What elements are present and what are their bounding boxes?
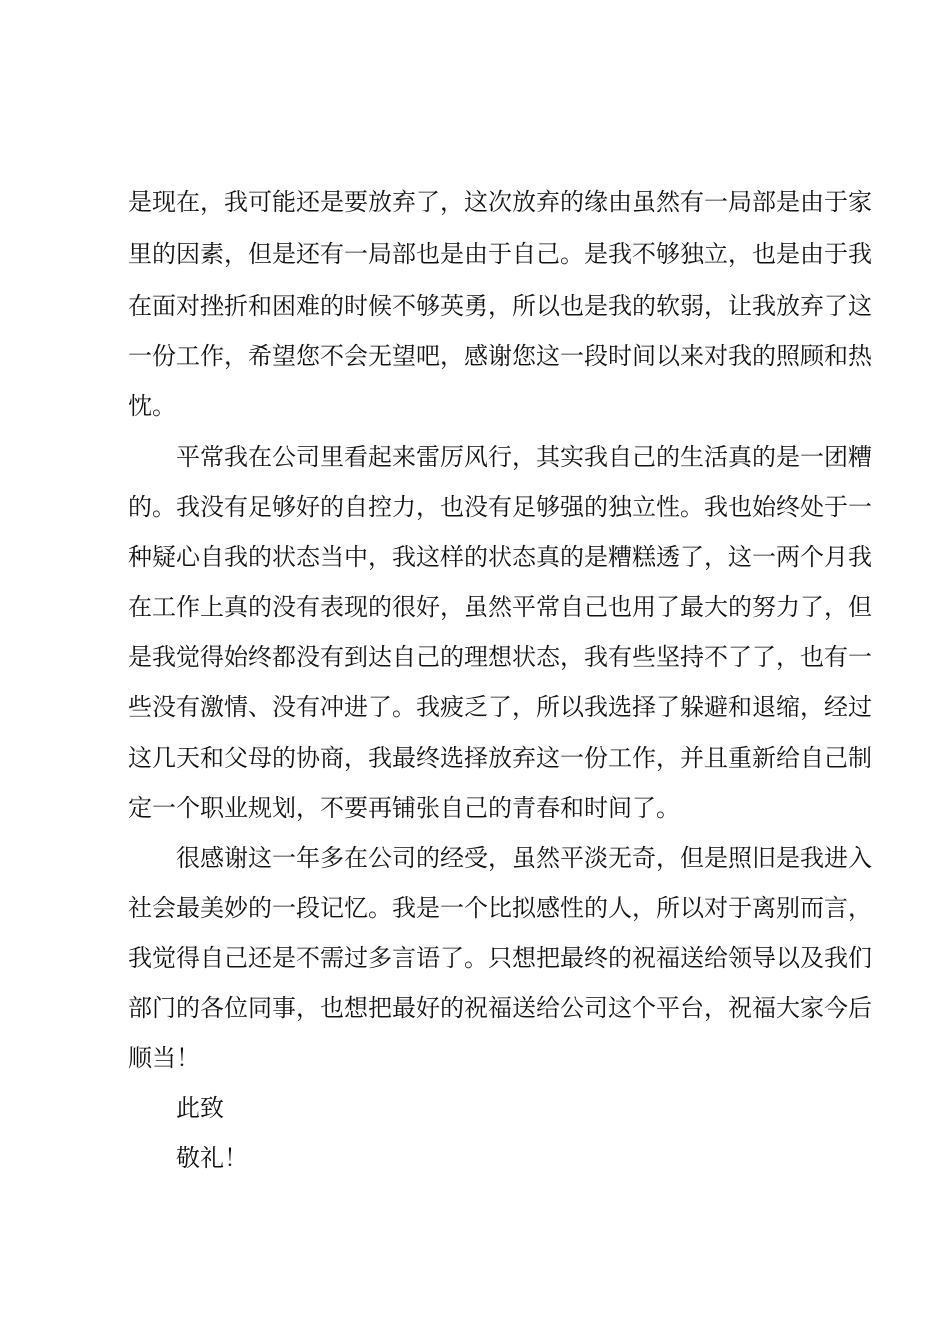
paragraph-1-line-3: 在面对挫折和困难的时候不够英勇，所以也是我的软弱，让我放弃了这 xyxy=(128,292,872,320)
paragraph-2-line-3: 种疑心自我的状态当中，我这样的状态真的是糟糕透了，这一两个月我 xyxy=(128,543,872,571)
paragraph-3-line-1: 很感谢这一年多在公司的经受，虽然平淡无奇，但是照旧是我进入 xyxy=(176,844,872,872)
paragraph-3-line-3: 我觉得自己还是不需过多言语了。只想把最终的祝福送给领导以及我们 xyxy=(128,944,872,972)
paragraph-1-line-5: 忱。 xyxy=(128,392,176,420)
paragraph-2-line-1: 平常我在公司里看起来雷厉风行，其实我自己的生活真的是一团糟 xyxy=(176,443,872,471)
paragraph-1-line-1: 是现在，我可能还是要放弃了，这次放弃的缘由虽然有一局部是由于家 xyxy=(128,188,872,216)
paragraph-2-line-4: 在工作上真的没有表现的很好，虽然平常自己也用了最大的努力了，但 xyxy=(128,593,872,621)
paragraph-1-line-4: 一份工作，希望您不会无望吧，感谢您这一段时间以来对我的照顾和热 xyxy=(128,342,872,370)
closing-salutation: 此致 xyxy=(176,1094,224,1122)
paragraph-3-line-4: 部门的各位同事，也想把最好的祝福送给公司这个平台，祝福大家今后 xyxy=(128,994,872,1022)
paragraph-3-line-2: 社会最美妙的一段记忆。我是一个比拟感性的人，所以对于离别而言， xyxy=(128,894,872,922)
paragraph-2-line-2: 的。我没有足够好的自控力，也没有足够强的独立性。我也始终处于一 xyxy=(128,493,872,521)
paragraph-2-line-5: 是我觉得始终都没有到达自己的理想状态，我有些坚持不了了，也有一 xyxy=(128,643,872,671)
paragraph-2-line-6: 些没有激情、没有冲进了。我疲乏了，所以我选择了躲避和退缩，经过 xyxy=(128,693,872,721)
closing-regards: 敬礼！ xyxy=(176,1144,248,1172)
paragraph-2-line-8: 定一个职业规划，不要再铺张自己的青春和时间了。 xyxy=(128,794,680,822)
paragraph-1-line-2: 里的因素，但是还有一局部也是由于自己。是我不够独立，也是由于我 xyxy=(128,240,872,268)
paragraph-3-line-5: 顺当！ xyxy=(128,1044,200,1072)
paragraph-2-line-7: 这几天和父母的协商，我最终选择放弃这一份工作，并且重新给自己制 xyxy=(128,744,872,772)
